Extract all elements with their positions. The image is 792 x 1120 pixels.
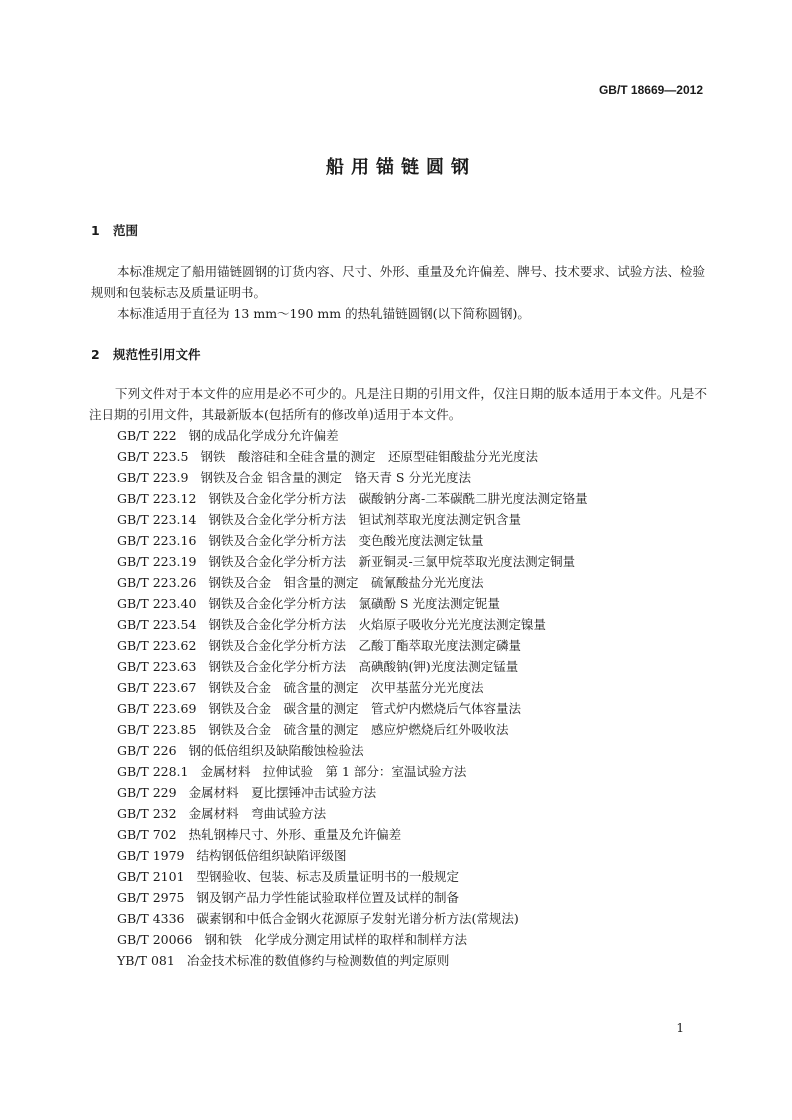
reference-code: GB/T 20066 xyxy=(117,932,193,947)
reference-code: GB/T 2975 xyxy=(117,890,185,905)
reference-item xyxy=(117,656,588,677)
reference-item xyxy=(117,782,588,803)
reference-code: GB/T 228.1 xyxy=(117,764,189,779)
reference-code: GB/T 229 xyxy=(117,785,177,800)
section-1-title: 范围 xyxy=(113,223,139,238)
reference-item xyxy=(117,929,588,950)
reference-code: GB/T 226 xyxy=(117,743,177,758)
reference-item xyxy=(117,635,588,656)
reference-item xyxy=(117,950,588,971)
reference-item xyxy=(117,719,588,740)
reference-title: 钢铁及合金 铝含量的测定 铬天青 S 分光光度法 xyxy=(200,470,471,485)
reference-code: GB/T 223.40 xyxy=(117,596,197,611)
reference-title: 钢铁 酸溶硅和全硅含量的测定 还原型硅钼酸盐分光光度法 xyxy=(200,449,538,464)
reference-item xyxy=(117,572,588,593)
reference-code: GB/T 223.63 xyxy=(117,659,197,674)
reference-title: 钢铁及合金化学分析方法 乙酸丁酯萃取光度法测定磷量 xyxy=(208,638,521,653)
reference-item xyxy=(117,488,588,509)
document-title: 船用锚链圆钢 xyxy=(326,157,476,178)
reference-item xyxy=(117,593,588,614)
reference-item xyxy=(117,740,588,761)
reference-item xyxy=(117,446,588,467)
reference-title: 钢铁及合金化学分析方法 火焰原子吸收分光光度法测定镍量 xyxy=(208,617,546,632)
reference-code: YB/T 081 xyxy=(117,953,175,968)
reference-title: 钢铁及合金化学分析方法 钽试剂萃取光度法测定钒含量 xyxy=(208,512,521,527)
reference-title: 钢铁及合金化学分析方法 氯磺酚 S 光度法测定铌量 xyxy=(208,596,500,611)
reference-code: GB/T 223.16 xyxy=(117,533,197,548)
reference-item xyxy=(117,887,588,908)
reference-title: 钢铁及合金化学分析方法 高碘酸钠(钾)光度法测定锰量 xyxy=(208,659,519,674)
reference-code: GB/T 223.5 xyxy=(117,449,189,464)
reference-title: 钢铁及合金化学分析方法 碳酸钠分离-二苯碳酰二肼光度法测定铬量 xyxy=(208,491,588,506)
reference-title: 钢的低倍组织及缺陷酸蚀检验法 xyxy=(188,743,364,758)
reference-item xyxy=(117,824,588,845)
reference-code: GB/T 223.9 xyxy=(117,470,189,485)
reference-code: GB/T 223.69 xyxy=(117,701,197,716)
reference-title: 冶金技术标准的数值修约与检测数值的判定原则 xyxy=(186,953,450,968)
reference-item xyxy=(117,467,588,488)
reference-title: 钢及钢产品力学性能试验取样位置及试样的制备 xyxy=(196,890,460,905)
reference-title: 钢铁及合金化学分析方法 新亚铜灵-三氯甲烷萃取光度法测定铜量 xyxy=(208,554,576,569)
reference-title: 型钢验收、包装、标志及质量证明书的一般规定 xyxy=(196,869,460,884)
reference-item xyxy=(117,908,588,929)
standard-code-header: GB/T 18669—2012 xyxy=(598,83,703,97)
reference-code: GB/T 223.85 xyxy=(117,722,197,737)
reference-code: GB/T 232 xyxy=(117,806,177,821)
section-2-number: 2 xyxy=(91,347,100,362)
reference-code: GB/T 2101 xyxy=(117,869,185,884)
reference-item xyxy=(117,677,588,698)
reference-code: GB/T 223.26 xyxy=(117,575,197,590)
reference-code: GB/T 223.19 xyxy=(117,554,197,569)
reference-code: GB/T 222 xyxy=(117,428,177,443)
page-number: 1 xyxy=(676,1021,684,1035)
reference-item xyxy=(117,803,588,824)
reference-title: 金属材料 拉伸试验 第 1 部分：室温试验方法 xyxy=(200,764,467,779)
section-1-paragraph-1: 本标准规定了船用锚链圆钢的订货内容、尺寸、外形、重量及允许偏差、牌号、技术要求、试验方法、检验规则和包装标志及质量证明书。 xyxy=(91,264,705,300)
section-1-heading xyxy=(91,221,138,239)
reference-title: 碳素钢和中低合金钢火花源原子发射光谱分析方法(常规法) xyxy=(196,911,519,926)
section-1-paragraph-2: 本标准适用于直径为 13 mm～190 mm 的热轧锚链圆钢(以下简称圆钢)。 xyxy=(117,306,530,321)
reference-item xyxy=(117,530,588,551)
reference-item xyxy=(117,425,588,446)
reference-code: GB/T 223.12 xyxy=(117,491,197,506)
reference-title: 钢铁及合金 硫含量的测定 感应炉燃烧后红外吸收法 xyxy=(208,722,509,737)
section-2-intro: 下列文件对于本文件的应用是必不可少的。凡是注日期的引用文件，仅注日期的版本适用于本文件。凡是不注日期的引用文件，其最新版本(包括所有的修改单)适用于本文件。 xyxy=(89,386,707,422)
reference-item xyxy=(117,551,588,572)
reference-item xyxy=(117,614,588,635)
reference-title: 金属材料 弯曲试验方法 xyxy=(188,806,327,821)
reference-title: 金属材料 夏比摆锤冲击试验方法 xyxy=(188,785,377,800)
reference-item xyxy=(117,761,588,782)
reference-title: 钢铁及合金 硫含量的测定 次甲基蓝分光光度法 xyxy=(208,680,484,695)
section-2-heading xyxy=(91,345,201,363)
reference-title: 热轧钢棒尺寸、外形、重量及允许偏差 xyxy=(188,827,402,842)
reference-title: 钢铁及合金 钼含量的测定 硫氰酸盐分光光度法 xyxy=(208,575,484,590)
reference-item xyxy=(117,866,588,887)
reference-title: 钢铁及合金 碳含量的测定 管式炉内燃烧后气体容量法 xyxy=(208,701,521,716)
section-2-title: 规范性引用文件 xyxy=(113,347,201,362)
reference-item xyxy=(117,698,588,719)
reference-title: 结构钢低倍组织缺陷评级图 xyxy=(196,848,347,863)
reference-code: GB/T 702 xyxy=(117,827,177,842)
reference-code: GB/T 223.62 xyxy=(117,638,197,653)
section-1-number: 1 xyxy=(91,223,100,238)
reference-code: GB/T 4336 xyxy=(117,911,185,926)
reference-code: GB/T 223.54 xyxy=(117,617,197,632)
reference-item xyxy=(117,509,588,530)
reference-list xyxy=(117,425,588,971)
reference-code: GB/T 1979 xyxy=(117,848,185,863)
reference-title: 钢铁及合金化学分析方法 变色酸光度法测定钛量 xyxy=(208,533,484,548)
reference-item xyxy=(117,845,588,866)
reference-title: 钢和铁 化学成分测定用试样的取样和制样方法 xyxy=(204,932,467,947)
reference-code: GB/T 223.67 xyxy=(117,680,197,695)
reference-code: GB/T 223.14 xyxy=(117,512,197,527)
reference-title: 钢的成品化学成分允许偏差 xyxy=(188,428,339,443)
